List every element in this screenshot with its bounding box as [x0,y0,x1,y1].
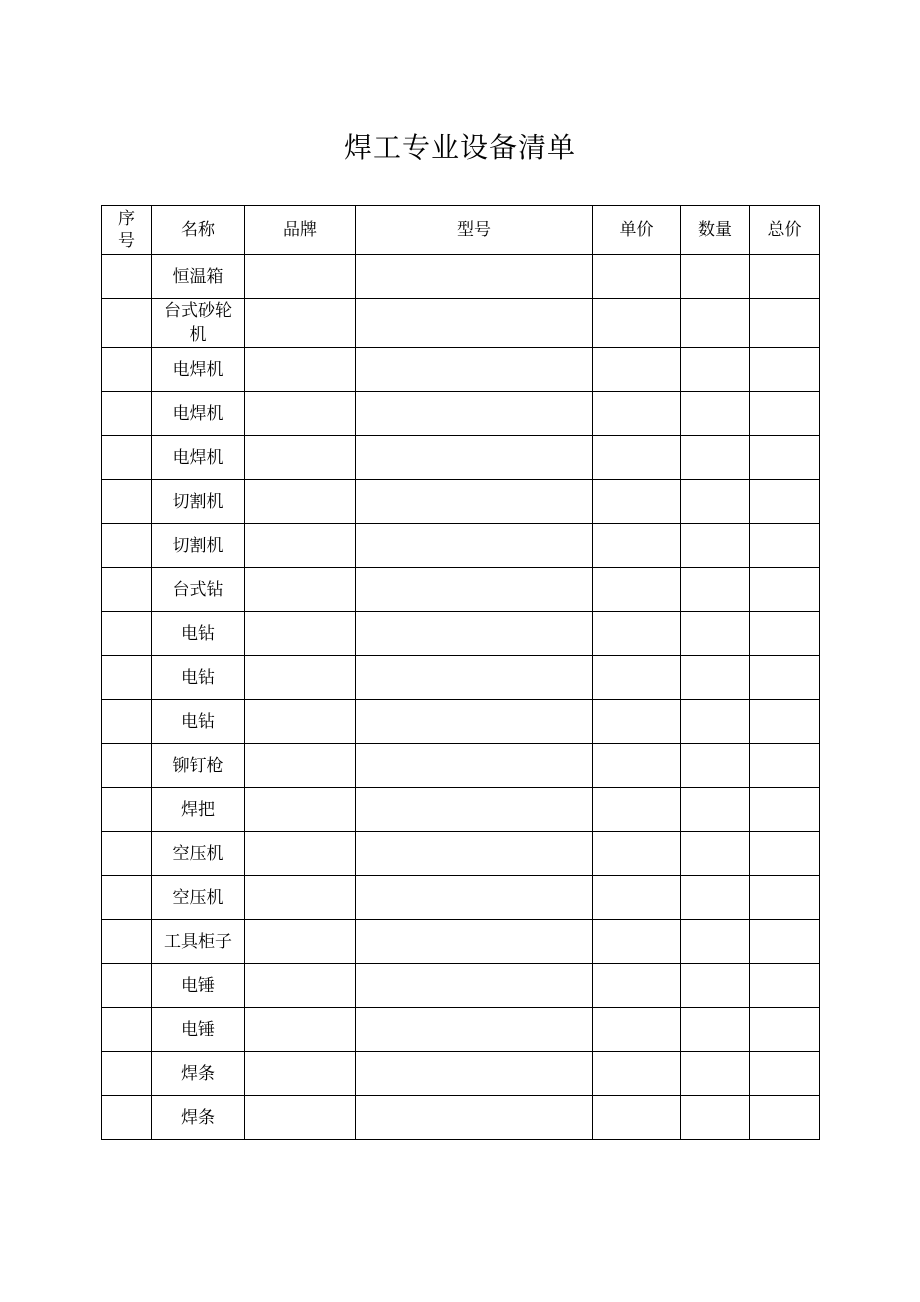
cell-seq [102,392,152,436]
table-body [102,255,820,1140]
cell-quantity [681,832,750,876]
cell-model [356,1096,593,1140]
cell-total-price [750,524,820,568]
cell-quantity [681,876,750,920]
cell-total-price [750,1008,820,1052]
cell-model [356,788,593,832]
cell-seq [102,480,152,524]
table-row [102,299,820,348]
cell-unit-price [593,1096,681,1140]
cell-quantity [681,1096,750,1140]
cell-unit-price [593,876,681,920]
table-row [102,656,820,700]
item-name: 焊条 [180,1063,215,1084]
cell-seq [102,299,152,348]
cell-seq [102,700,152,744]
item-name: 焊条 [180,1107,215,1128]
cell-total-price [750,656,820,700]
cell-seq [102,1008,152,1052]
cell-total-price [750,348,820,392]
cell-unit-price [593,568,681,612]
cell-name [152,524,245,568]
cell-seq [102,656,152,700]
cell-brand [245,568,356,612]
item-name: 电锤 [180,1019,215,1040]
cell-model [356,744,593,788]
cell-brand [245,744,356,788]
cell-name [152,832,245,876]
cell-seq [102,876,152,920]
cell-quantity [681,964,750,1008]
cell-quantity [681,920,750,964]
cell-brand [245,1008,356,1052]
cell-name [152,700,245,744]
cell-total-price [750,788,820,832]
cell-unit-price [593,700,681,744]
cell-unit-price [593,436,681,480]
cell-total-price [750,876,820,920]
cell-quantity [681,436,750,480]
item-name: 电钻 [180,711,215,732]
cell-name [152,744,245,788]
header-seq [102,206,152,255]
table-row [102,788,820,832]
cell-brand [245,255,356,299]
item-name: 工具柜子 [163,931,232,952]
cell-total-price [750,1096,820,1140]
cell-seq [102,744,152,788]
cell-model [356,612,593,656]
cell-total-price [750,832,820,876]
table-row [102,876,820,920]
cell-quantity [681,656,750,700]
header-row [102,206,820,255]
table-row [102,348,820,392]
cell-model [356,832,593,876]
cell-seq [102,612,152,656]
cell-quantity [681,480,750,524]
cell-model [356,656,593,700]
header-model: 型号 [356,206,593,255]
cell-unit-price [593,255,681,299]
cell-quantity [681,568,750,612]
cell-brand [245,524,356,568]
cell-total-price [750,964,820,1008]
cell-brand [245,612,356,656]
cell-model [356,480,593,524]
cell-brand [245,920,356,964]
table-row [102,700,820,744]
cell-brand [245,788,356,832]
cell-name [152,436,245,480]
cell-quantity [681,612,750,656]
cell-quantity [681,744,750,788]
cell-model [356,568,593,612]
table-row [102,255,820,299]
table-row [102,612,820,656]
cell-unit-price [593,299,681,348]
cell-brand [245,832,356,876]
cell-model [356,964,593,1008]
table-row [102,920,820,964]
cell-brand [245,876,356,920]
cell-brand [245,480,356,524]
cell-brand [245,436,356,480]
table-row [102,1096,820,1140]
cell-name [152,1052,245,1096]
cell-total-price [750,1052,820,1096]
cell-model [356,700,593,744]
cell-name [152,348,245,392]
table-row [102,392,820,436]
cell-brand [245,964,356,1008]
cell-model [356,1008,593,1052]
cell-unit-price [593,1008,681,1052]
cell-brand [245,700,356,744]
table-row [102,436,820,480]
cell-model [356,920,593,964]
cell-unit-price [593,1052,681,1096]
cell-total-price [750,700,820,744]
cell-unit-price [593,612,681,656]
cell-model [356,348,593,392]
cell-name [152,920,245,964]
item-name: 电钻 [180,623,215,644]
header-name: 名称 [152,206,245,255]
item-name: 台式钻 [172,579,224,600]
table-row [102,744,820,788]
cell-brand [245,392,356,436]
table-row [102,1008,820,1052]
cell-total-price [750,299,820,348]
cell-seq [102,920,152,964]
cell-total-price [750,255,820,299]
cell-name [152,656,245,700]
item-name: 恒温箱 [172,266,224,287]
table-row [102,964,820,1008]
item-name: 空压机 [172,843,224,864]
cell-unit-price [593,832,681,876]
cell-unit-price [593,392,681,436]
cell-model [356,299,593,348]
item-name: 电焊机 [172,359,224,380]
cell-total-price [750,568,820,612]
cell-name [152,255,245,299]
cell-brand [245,1052,356,1096]
equipment-table [101,205,820,1140]
cell-quantity [681,348,750,392]
header-total-price: 总价 [750,206,820,255]
cell-seq [102,255,152,299]
cell-seq [102,788,152,832]
cell-quantity [681,788,750,832]
cell-quantity [681,299,750,348]
cell-quantity [681,1008,750,1052]
cell-quantity [681,1052,750,1096]
header-unit-price: 单价 [593,206,681,255]
cell-seq [102,964,152,1008]
cell-name [152,480,245,524]
cell-unit-price [593,348,681,392]
item-name: 电焊机 [172,403,224,424]
cell-model [356,436,593,480]
cell-total-price [750,920,820,964]
cell-name [152,876,245,920]
table-row [102,832,820,876]
cell-total-price [750,744,820,788]
cell-quantity [681,392,750,436]
item-name: 焊把 [180,799,215,820]
cell-name [152,568,245,612]
cell-name [152,964,245,1008]
cell-unit-price [593,524,681,568]
cell-quantity [681,255,750,299]
cell-name [152,299,245,348]
cell-seq [102,1052,152,1096]
cell-seq [102,1096,152,1140]
item-name: 电焊机 [172,447,224,468]
cell-model [356,524,593,568]
table-row [102,1052,820,1096]
header-seq-label: 序号 [118,208,135,251]
cell-brand [245,299,356,348]
cell-brand [245,656,356,700]
item-name: 空压机 [172,887,224,908]
cell-brand [245,1096,356,1140]
table-row [102,524,820,568]
item-name: 电钻 [180,667,215,688]
item-name: 台式砂轮机 [163,301,232,345]
cell-brand [245,348,356,392]
cell-unit-price [593,964,681,1008]
item-name: 切割机 [172,491,224,512]
cell-quantity [681,524,750,568]
page-title: 焊工专业设备清单 [343,131,576,164]
header-quantity: 数量 [681,206,750,255]
cell-unit-price [593,788,681,832]
cell-seq [102,348,152,392]
cell-name [152,612,245,656]
cell-unit-price [593,920,681,964]
cell-name [152,1096,245,1140]
header-brand: 品牌 [245,206,356,255]
cell-name [152,1008,245,1052]
table-row [102,568,820,612]
cell-quantity [681,700,750,744]
cell-unit-price [593,656,681,700]
cell-seq [102,832,152,876]
cell-total-price [750,392,820,436]
cell-total-price [750,480,820,524]
cell-unit-price [593,744,681,788]
cell-seq [102,524,152,568]
cell-unit-price [593,480,681,524]
cell-total-price [750,612,820,656]
item-name: 电锤 [180,975,215,996]
cell-seq [102,568,152,612]
cell-name [152,788,245,832]
item-name: 切割机 [172,535,224,556]
cell-total-price [750,436,820,480]
cell-model [356,876,593,920]
cell-model [356,1052,593,1096]
cell-model [356,392,593,436]
cell-model [356,255,593,299]
item-name: 铆钉枪 [172,755,224,776]
table-header [102,206,820,255]
cell-seq [102,436,152,480]
cell-name [152,392,245,436]
table-row [102,480,820,524]
